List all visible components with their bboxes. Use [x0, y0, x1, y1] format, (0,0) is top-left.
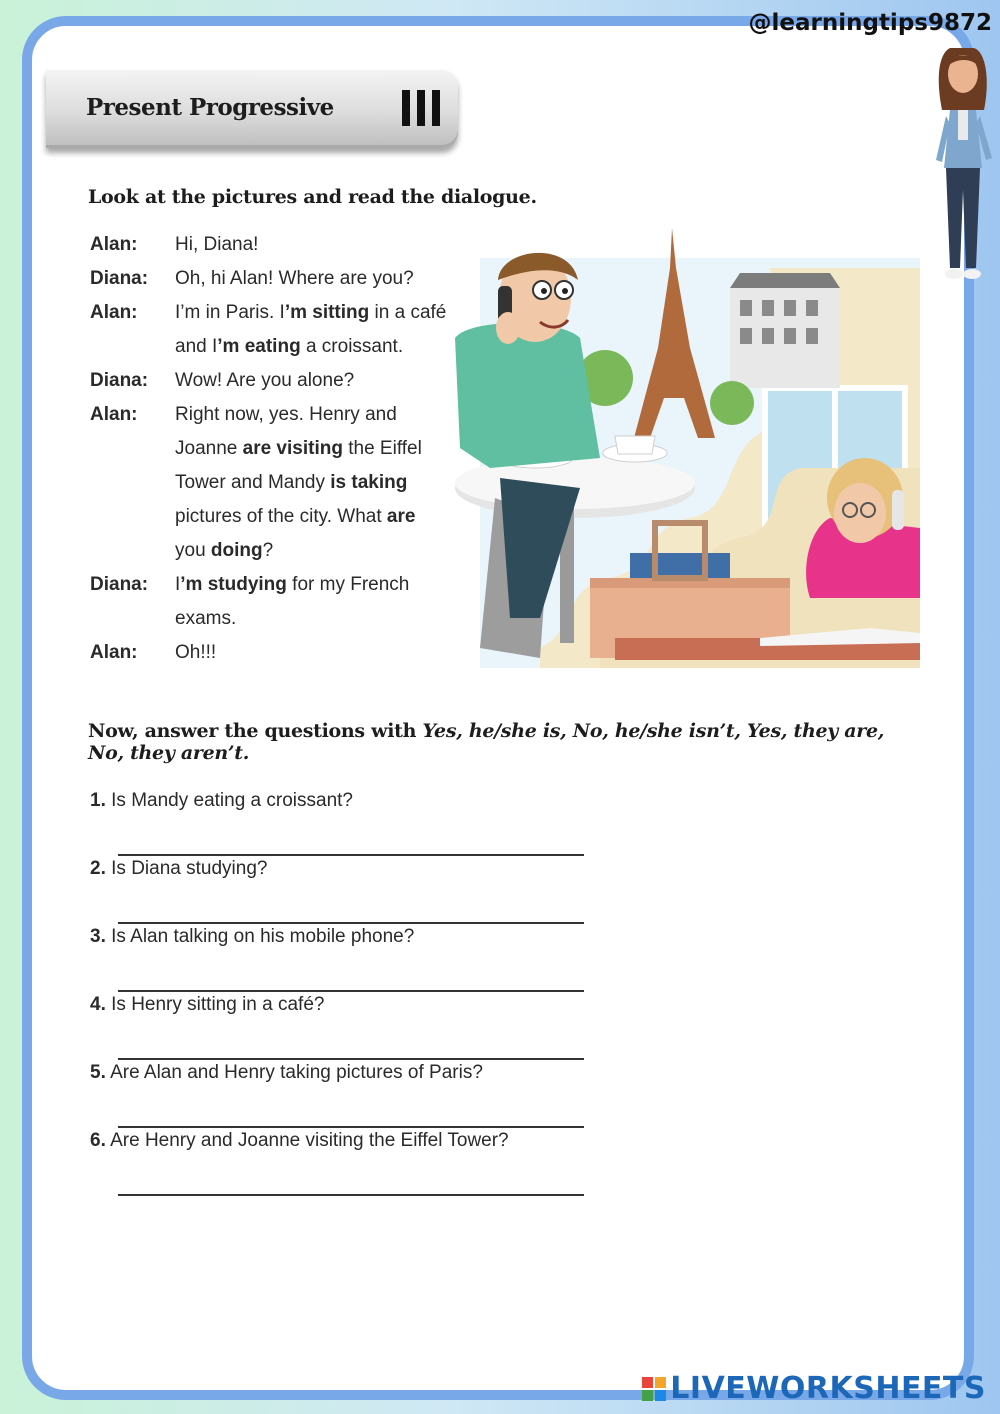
- speaker-name: Alan:: [90, 642, 138, 663]
- section-header-bar: [46, 70, 458, 148]
- verb-highlight: is taking: [330, 472, 408, 493]
- question-text: Is Henry sitting in a café?: [111, 994, 325, 1015]
- dialogue-line: [90, 398, 480, 432]
- logo-mark-icon: [642, 1377, 666, 1401]
- question-text: Is Mandy eating a croissant?: [111, 790, 353, 811]
- speech-text: [175, 602, 480, 636]
- dialogue-line: [90, 364, 480, 398]
- verb-highlight: are visiting: [242, 438, 343, 459]
- dialogue-line: [90, 330, 480, 364]
- answer-options-2: No, they aren’t.: [88, 742, 250, 764]
- speech-fragment: Joanne: [175, 438, 243, 459]
- question-text: Are Henry and Joanne visiting the Eiffel Tower?: [110, 1130, 509, 1151]
- speech-fragment: you: [175, 540, 211, 561]
- answer-field[interactable]: [118, 898, 584, 924]
- speaker-name: Alan:: [90, 234, 138, 255]
- speech-fragment: Oh, hi Alan! Where are you?: [175, 268, 414, 289]
- question-number: 4.: [90, 994, 106, 1015]
- speaker-name: Diana:: [90, 370, 149, 391]
- answer-field[interactable]: [118, 830, 584, 856]
- speech-fragment: for my French: [286, 574, 410, 595]
- verb-highlight: ’m sitting: [284, 302, 370, 323]
- question-text: Is Alan talking on his mobile phone?: [111, 926, 415, 947]
- logo-tile: [655, 1377, 666, 1388]
- question-number: 6.: [90, 1130, 106, 1151]
- answer-options: Yes, he/she is, No, he/she isn’t, Yes, they are,: [422, 720, 885, 742]
- speech-text: [175, 330, 480, 364]
- dialogue-line: [90, 432, 480, 466]
- speech-text: [175, 466, 480, 500]
- speaker-name: Diana:: [90, 268, 149, 289]
- logo-tile: [642, 1377, 653, 1388]
- liveworksheets-logo: [642, 1371, 986, 1406]
- dialogue-line: [90, 636, 480, 670]
- speech-fragment: ?: [262, 540, 274, 561]
- speech-fragment: pictures of the city. What: [175, 506, 387, 527]
- verb-highlight: are: [386, 506, 416, 527]
- question-item: [90, 1062, 509, 1130]
- speaker-name: Diana:: [90, 574, 149, 595]
- speech-text: [175, 636, 480, 670]
- speech-fragment: I: [175, 574, 181, 595]
- dialogue: [90, 228, 480, 670]
- dialogue-line: [90, 534, 480, 568]
- channel-handle: @learningtips9872: [748, 10, 992, 36]
- answer-field[interactable]: [118, 1170, 584, 1196]
- speech-text: [175, 568, 480, 602]
- speech-fragment: a croissant.: [300, 336, 404, 357]
- dialogue-illustration: [440, 228, 920, 668]
- logo-text: LIVEWORKSHEETS: [670, 1371, 986, 1406]
- dialogue-line: [90, 466, 480, 500]
- question-item: [90, 858, 509, 926]
- dialogue-line: [90, 568, 480, 602]
- answer-field[interactable]: [118, 1034, 584, 1060]
- page-title: Present Progressive: [86, 94, 334, 121]
- question-number: 2.: [90, 858, 106, 879]
- verb-highlight: ’m eating: [217, 336, 301, 357]
- speech-text: [175, 398, 480, 432]
- speech-fragment: I’m in Paris. I: [175, 302, 285, 323]
- question-item: [90, 790, 509, 858]
- question-text: Are Alan and Henry taking pictures of Paris?: [110, 1062, 483, 1083]
- speaker-name: Alan:: [90, 404, 138, 425]
- question-number: 1.: [90, 790, 106, 811]
- logo-tile: [655, 1390, 666, 1401]
- dialogue-line: [90, 228, 480, 262]
- dialogue-line: [90, 500, 480, 534]
- teacher-avatar: [928, 40, 998, 290]
- speech-text: [175, 228, 480, 262]
- dialogue-line: [90, 296, 480, 330]
- dialogue-line: [90, 262, 480, 296]
- speech-text: [175, 432, 480, 466]
- speech-fragment: Right now, yes. Henry and: [175, 404, 397, 425]
- speech-text: [175, 296, 480, 330]
- answer-field[interactable]: [118, 966, 584, 992]
- question-list: [90, 790, 509, 1198]
- speech-fragment: in a café: [369, 302, 447, 323]
- speech-fragment: Hi, Diana!: [175, 234, 259, 255]
- answer-field[interactable]: [118, 1102, 584, 1128]
- verb-highlight: doing: [210, 540, 263, 561]
- question-number: 5.: [90, 1062, 106, 1083]
- verb-highlight: ’m studying: [180, 574, 287, 595]
- logo-tile: [642, 1390, 653, 1401]
- speech-fragment: and I: [175, 336, 218, 357]
- speech-fragment: Oh!!!: [175, 642, 217, 663]
- speech-fragment: Tower and Mandy: [175, 472, 331, 493]
- questions-instruction: [88, 720, 884, 764]
- bar-marks-icon: [395, 90, 440, 131]
- speech-text: [175, 262, 480, 296]
- speech-fragment: the Eiffel: [342, 438, 422, 459]
- question-number: 3.: [90, 926, 106, 947]
- question-item: [90, 994, 509, 1062]
- speech-text: [175, 534, 480, 568]
- question-text: Is Diana studying?: [111, 858, 268, 879]
- speech-fragment: Wow! Are you alone?: [175, 370, 355, 391]
- speech-text: [175, 364, 480, 398]
- question-item: [90, 1130, 509, 1198]
- reading-instruction: Look at the pictures and read the dialogue.: [88, 186, 537, 208]
- speaker-name: Alan:: [90, 302, 138, 323]
- questions-lead: Now, answer the questions with: [88, 720, 417, 742]
- speech-text: [175, 500, 480, 534]
- question-item: [90, 926, 509, 994]
- speech-fragment: exams.: [175, 608, 237, 629]
- dialogue-line: [90, 602, 480, 636]
